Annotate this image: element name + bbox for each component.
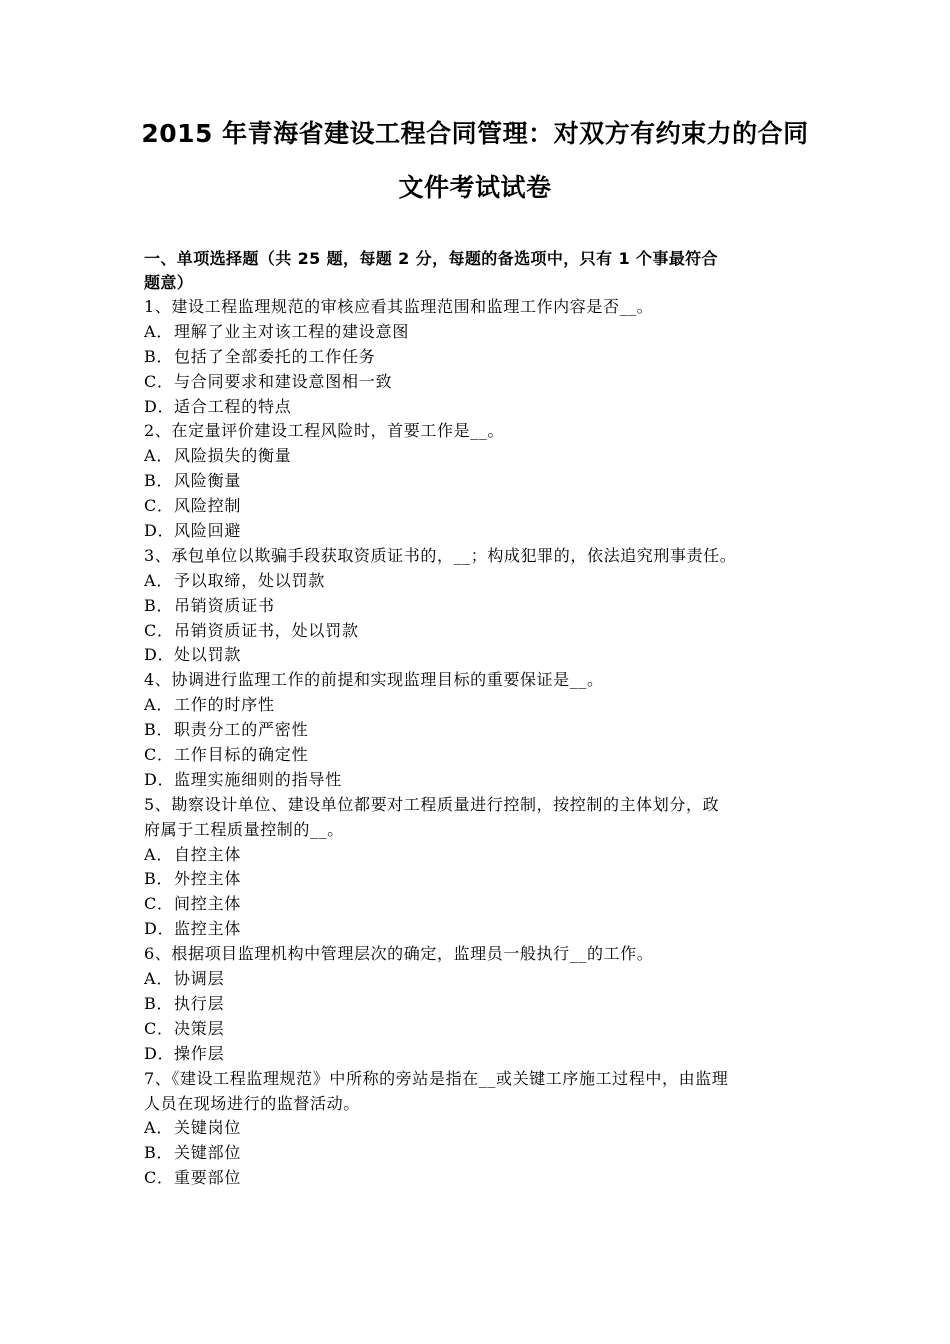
option-item [144,643,812,668]
option-letter: D． [144,645,175,665]
option-item [144,594,812,619]
option-letter: B． [144,1143,174,1163]
option-item [144,494,812,519]
option-item [144,370,812,395]
option-item [144,1116,812,1141]
option-text: 决策层 [174,1018,225,1038]
option-letter: C． [144,371,174,391]
question-item [144,295,812,419]
question-text-line: 府属于工程质量控制的__。 [144,819,344,839]
question-item [144,544,812,668]
option-item [144,469,812,494]
option-letter: A． [144,844,174,864]
option-text: 关键岗位 [174,1118,242,1138]
option-list [144,1116,812,1191]
option-item [144,892,812,917]
option-text: 风险衡量 [174,471,242,491]
option-text: 执行层 [174,993,225,1013]
question-text-line: 2、在定量评价建设工程风险时，首要工作是__。 [144,421,504,441]
option-text: 工作目标的确定性 [174,745,309,765]
option-item [144,619,812,644]
option-item [144,444,812,469]
option-item [144,718,812,743]
option-letter: B． [144,471,174,491]
option-letter: C． [144,620,174,640]
option-text: 操作层 [174,1043,225,1063]
question-list [144,295,812,1191]
option-text: 风险回避 [174,521,242,541]
option-text: 吊销资质证书 [174,595,275,615]
option-list [144,569,812,669]
option-letter: C． [144,1018,174,1038]
option-item [144,917,812,942]
option-letter: D． [144,1043,175,1063]
option-text: 职责分工的严密性 [174,720,309,740]
option-letter: A． [144,446,174,466]
option-letter: B． [144,993,174,1013]
question-text-line: 5、勘察设计单位、建设单位都要对工程质量进行控制，按控制的主体划分，政 [144,794,720,814]
question-text-line: 3、承包单位以欺骗手段获取资质证书的，__；构成犯罪的，依法追究刑事责任。 [144,545,737,565]
document-body [144,247,812,1191]
option-text: 外控主体 [174,869,242,889]
option-item [144,967,812,992]
option-letter: D． [144,769,175,789]
option-letter: C． [144,1168,174,1188]
option-item [144,320,812,345]
option-item [144,867,812,892]
option-list [144,967,812,1067]
option-letter: D． [144,919,175,939]
option-text: 理解了业主对该工程的建设意图 [174,321,410,341]
option-text: 监理实施细则的指导性 [174,769,343,789]
option-item [144,519,812,544]
section-heading-line-2: 题意） [144,273,194,292]
option-letter: B． [144,869,174,889]
option-letter: D． [144,521,175,541]
option-text: 协调层 [174,969,225,989]
option-list [144,320,812,420]
option-text: 包括了全部委托的工作任务 [174,346,376,366]
option-item [144,1141,812,1166]
option-list [144,843,812,943]
option-item [144,843,812,868]
option-item [144,693,812,718]
question-text-line: 1、建设工程监理规范的审核应看其监理范围和监理工作内容是否__。 [144,297,654,316]
option-text: 关键部位 [174,1143,242,1163]
option-item [144,345,812,370]
option-text: 吊销资质证书，处以罚款 [174,620,359,640]
option-letter: B． [144,595,174,615]
option-text: 监控主体 [174,919,242,939]
section-heading-line-1: 一、单项选择题（共 25 题，每题 2 分，每题的备选项中，只有 1 个事最符合 [144,249,718,268]
option-item [144,1166,812,1191]
option-item [144,992,812,1017]
option-letter: D． [144,396,175,416]
option-text: 间控主体 [174,894,242,914]
document-title-line-1: 2015 年青海省建设工程合同管理：对双方有约束力的合同 [141,119,809,148]
question-text-line: 6、根据项目监理机构中管理层次的确定，监理员一般执行__的工作。 [144,944,654,964]
option-item [144,743,812,768]
option-text: 与合同要求和建设意图相一致 [174,371,393,391]
option-text: 适合工程的特点 [174,396,292,416]
question-item [144,419,812,543]
option-letter: B． [144,346,174,366]
option-text: 自控主体 [174,844,242,864]
question-text-line: 7、《建设工程监理规范》中所称的旁站是指在__或关键工序施工过程中，由监理 [144,1068,729,1088]
option-letter: C． [144,745,174,765]
option-item [144,768,812,793]
option-item [144,569,812,594]
document-title-line-2: 文件考试试卷 [398,173,552,202]
question-text-line: 人员在现场进行的监督活动。 [144,1093,360,1113]
option-text: 处以罚款 [174,645,242,665]
option-letter: A． [144,321,174,341]
option-item [144,395,812,420]
option-letter: C． [144,894,174,914]
option-item [144,1042,812,1067]
option-letter: C． [144,496,174,516]
option-text: 风险损失的衡量 [174,446,292,466]
option-letter: B． [144,720,174,740]
question-item [144,942,812,1066]
question-item [144,793,812,942]
option-letter: A． [144,570,174,590]
question-text-line: 4、协调进行监理工作的前提和实现监理目标的重要保证是__。 [144,670,604,690]
option-letter: A． [144,969,174,989]
question-item [144,1067,812,1191]
option-text: 风险控制 [174,496,242,516]
option-list [144,444,812,544]
option-letter: A． [144,1118,174,1138]
option-item [144,1017,812,1042]
option-list [144,693,812,793]
option-text: 重要部位 [174,1168,242,1188]
option-text: 予以取缔，处以罚款 [174,570,326,590]
question-item [144,668,812,792]
option-text: 工作的时序性 [174,695,275,715]
option-letter: A． [144,695,174,715]
